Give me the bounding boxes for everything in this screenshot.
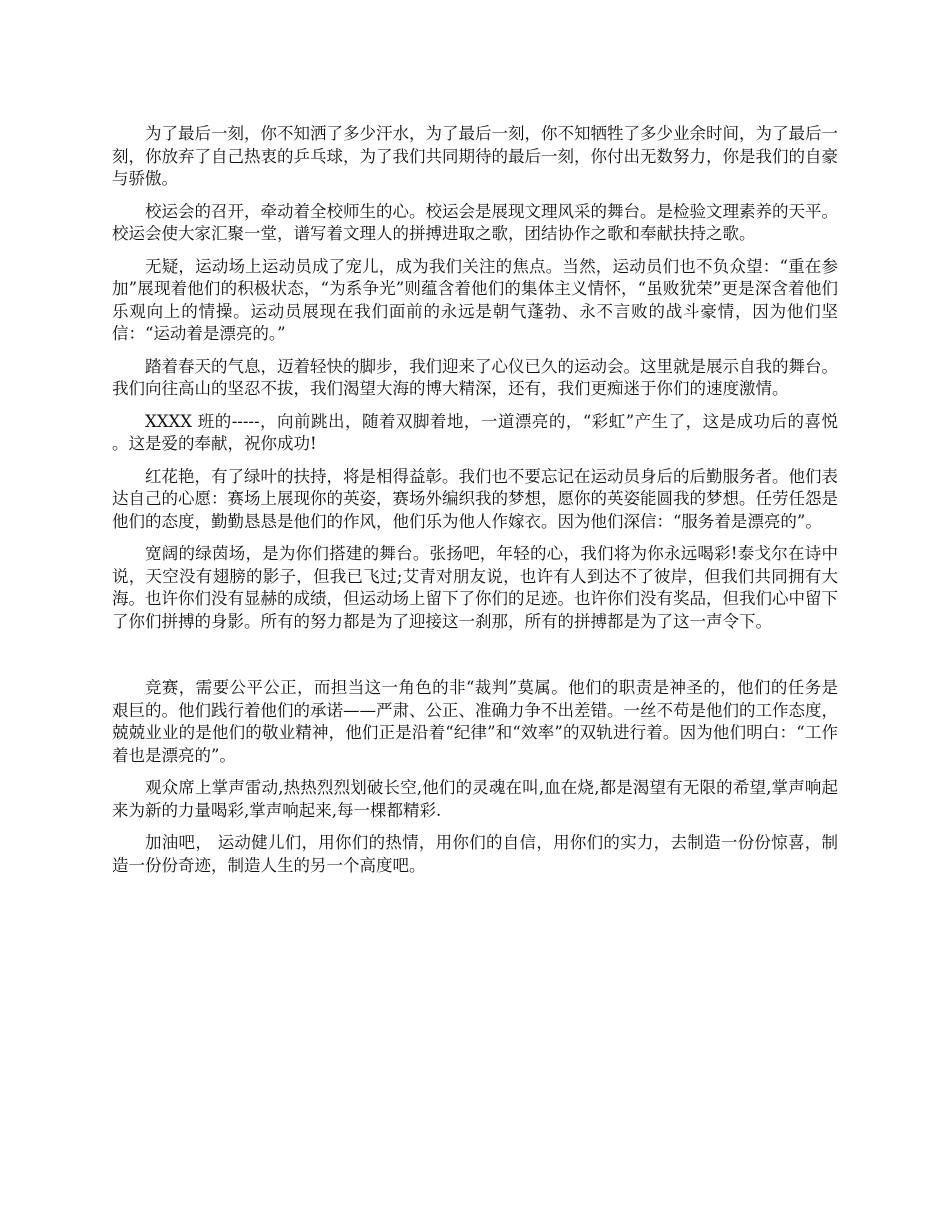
paragraph-6: 红花艳，有了绿叶的扶持，将是相得益彰。我们也不要忘记在运动员身后的后勤服务者。他们表达自己的心愿：赛场上展现你的英姿，赛场外编织我的梦想，愿你的英姿能圆我的梦想。任劳任怨是他们的态度，勤勤恳恳是他们的作风，他们乐为他人作嫁衣。因为他们深信：“服务着是漂亮的”。 [112, 466, 838, 531]
paragraph-4: 踏着春天的气息，迈着轻快的脚步，我们迎来了心仪已久的运动会。这里就是展示自我的舞台。我们向往高山的坚忍不拔，我们渴望大海的博大精深，还有，我们更痴迷于你们的速度激情。 [112, 356, 838, 398]
paragraph-8: 竞赛，需要公平公正，而担当这一角色的非“裁判”莫属。他们的职责是神圣的，他们的任务是艰巨的。他们践行着他们的承诺——严肃、公正、准确力争不出差错。一丝不苟是他们的工作态度，兢兢业业的是他们的敬业精神，他们正是沿着“纪律”和“效率”的双轨进行着。因为他们明白：“工作着也是漂亮的”。 [112, 678, 838, 765]
paragraph-1: 为了最后一刻，你不知洒了多少汗水，为了最后一刻，你不知牺牲了多少业余时间，为了最后一刻，你放弃了自己热衷的乒乓球，为了我们共同期待的最后一刻，你付出无数努力，你是我们的自豪与骄傲。 [112, 124, 838, 188]
document-page [112, 123, 838, 887]
paragraph-3: 无疑，运动场上运动员成了宠儿，成为我们关注的焦点。当然，运动员们也不负众望：“重在参加”展现着他们的积极状态，“为系争光”则蕴含着他们的集体主义情怀，“虽败犹荣”更是深含着他们乐观向上的情操。运动员展现在我们面前的永远是朝气蓬勃、永不言败的战斗豪情，因为他们坚信：“运动着是漂亮的。” [112, 256, 838, 343]
paragraph-9: 观众席上掌声雷动,热热烈烈划破长空,他们的灵魂在叫,血在烧,都是渴望有无限的希望,掌声响起来为新的力量喝彩,掌声响起来,每一棵都精彩. [112, 778, 838, 820]
paragraph-2: 校运会的召开，牵动着全校师生的心。校运会是展现文理风采的舞台。是检验文理素养的天平。校运会使大家汇聚一堂，谱写着文理人的拼搏进取之歌，团结协作之歌和奉献扶持之歌。 [112, 201, 838, 243]
paragraph-7: 宽阔的绿茵场，是为你们搭建的舞台。张扬吧，年轻的心，我们将为你永远喝彩!泰戈尔在诗中说，天空没有翅膀的影子，但我已飞过;艾青对朋友说，也许有人到达不了彼岸，但我们共同拥有大海。也许你们没有显赫的成绩，但运动场上留下了你们的足迹。也许你们没有奖品，但我们心中留下了你们拼搏的身影。所有的努力都是为了迎接这一刹那，所有的拼搏都是为了这一声令下。 [112, 544, 838, 631]
paragraph-10: 加油吧， 运动健儿们，用你们的热情，用你们的自信，用你们的实力，去制造一份份惊喜，制造一份份奇迹，制造人生的另一个高度吧。 [112, 833, 838, 875]
paragraph-5: XXXX 班的-----，向前跳出，随着双脚着地，一道漂亮的，“彩虹”产生了，这是成功后的喜悦 。这是爱的奉献，祝你成功! [112, 411, 838, 453]
